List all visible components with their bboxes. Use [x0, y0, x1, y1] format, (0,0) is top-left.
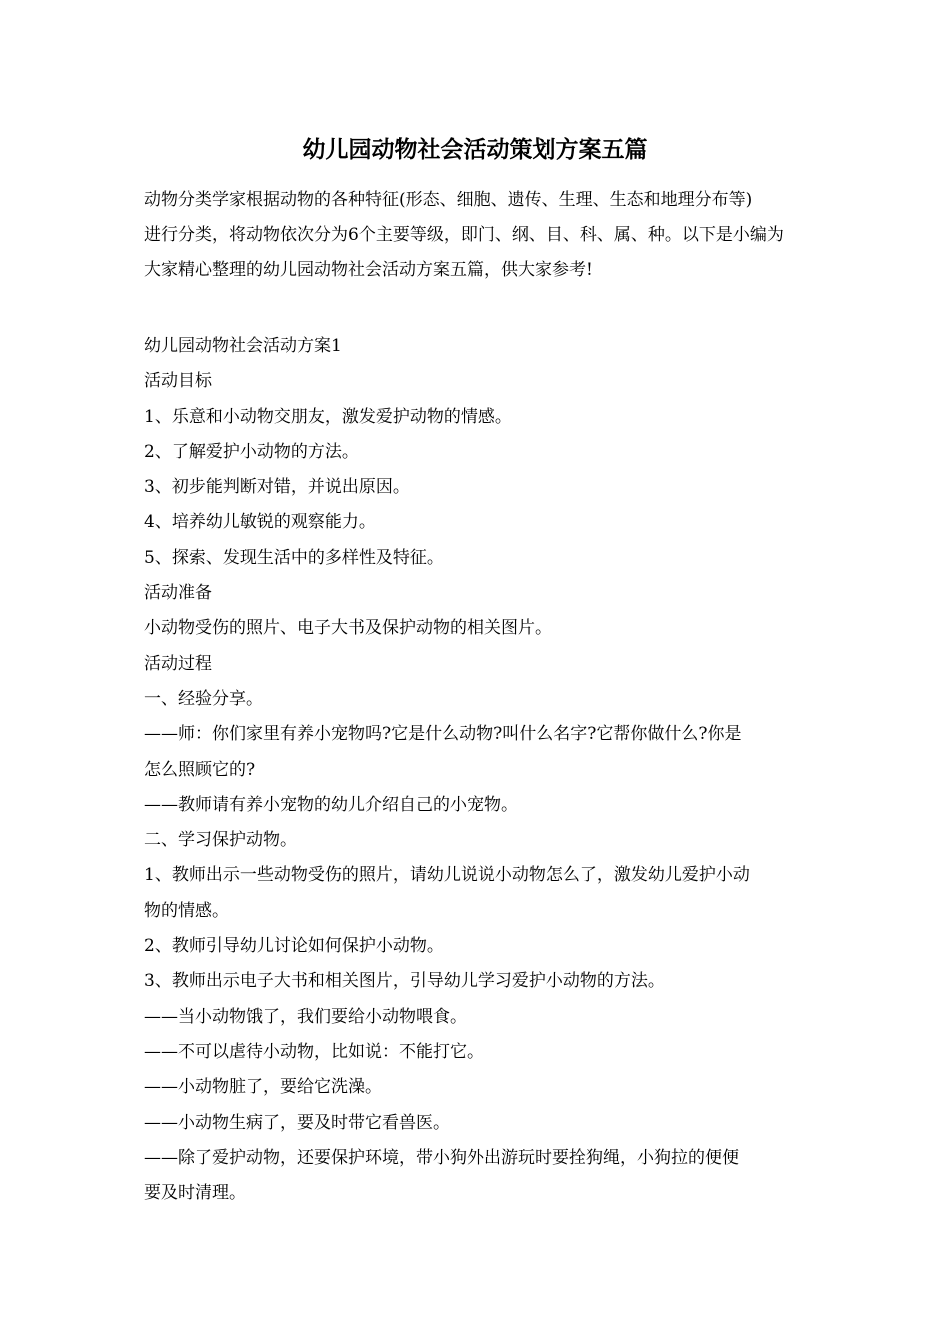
document-body	[144, 329, 808, 1211]
goal-item: 3、初步能判断对错，并说出原因。	[144, 477, 410, 498]
goal-item: 2、了解爱护小动物的方法。	[144, 441, 359, 462]
step-heading: 二、学习保护动物。	[144, 830, 297, 851]
body-text: 小动物受伤的照片、电子大书及保护动物的相关图片。	[144, 618, 552, 639]
intro-line: 大家精心整理的幼儿园动物社会活动方案五篇，供大家参考!	[144, 260, 593, 280]
body-text: 3、教师出示电子大书和相关图片，引导幼儿学习爱护小动物的方法。	[144, 971, 665, 992]
goal-item: 5、探索、发现生活中的多样性及特征。	[144, 547, 444, 568]
dialogue-line: ——小动物生病了，要及时带它看兽医。	[144, 1112, 450, 1133]
dialogue-line: 要及时清理。	[144, 1183, 246, 1204]
body-text: 怎么照顾它的?	[144, 759, 256, 780]
body-text: ——教师请有养小宠物的幼儿介绍自己的小宠物。	[144, 794, 518, 815]
body-text: 2、教师引导幼儿讨论如何保护小动物。	[144, 936, 444, 957]
section-heading: 幼儿园动物社会活动方案1	[144, 336, 342, 356]
goal-item: 4、培养幼儿敏锐的观察能力。	[144, 512, 376, 533]
subsection-heading: 活动目标	[144, 371, 212, 392]
intro-line: 动物分类学家根据动物的各种特征(形态、细胞、遗传、生理、生态和地理分布等)	[144, 190, 753, 210]
intro-paragraph	[144, 183, 808, 288]
intro-line: 进行分类，将动物依次分为6个主要等级，即门、纲、目、科、属、种。以下是小编为	[144, 225, 784, 245]
goal-item: 1、乐意和小动物交朋友，激发爱护动物的情感。	[144, 406, 512, 427]
body-text: ——师：你们家里有养小宠物吗?它是什么动物?叫什么名字?它帮你做什么?你是	[144, 724, 742, 745]
dialogue-line: ——不可以虐待小动物，比如说：不能打它。	[144, 1041, 484, 1062]
body-text: 1、教师出示一些动物受伤的照片，请幼儿说说小动物怎么了，激发幼儿爱护小动	[144, 865, 750, 886]
dialogue-line: ——除了爱护动物，还要保护环境，带小狗外出游玩时要拴狗绳，小狗拉的便便	[144, 1147, 739, 1168]
subsection-heading: 活动过程	[144, 653, 212, 674]
dialogue-line: ——小动物脏了，要给它洗澡。	[144, 1077, 382, 1098]
document-title: 幼儿园动物社会活动策划方案五篇	[302, 136, 648, 163]
dialogue-line: ——当小动物饿了，我们要给小动物喂食。	[144, 1006, 467, 1027]
subsection-heading: 活动准备	[144, 583, 212, 604]
body-text: 物的情感。	[144, 900, 229, 921]
step-heading: 一、经验分享。	[144, 688, 263, 709]
